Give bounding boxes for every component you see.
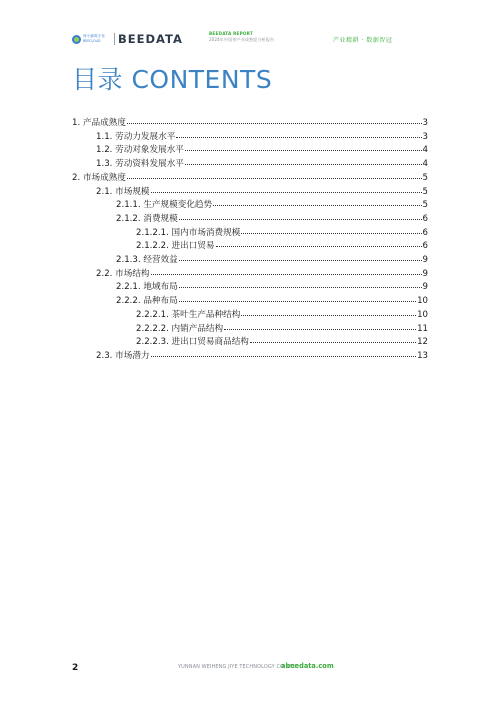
toc-entry-label — [96, 268, 150, 280]
toc-entry-text: 市场规模 — [115, 186, 150, 197]
toc-entry-page: 9 — [422, 268, 428, 279]
toc-entry[interactable] — [96, 130, 428, 142]
toc-entry-text: 劳动对象发展水平 — [115, 145, 184, 156]
toc-leader-dots — [185, 156, 422, 165]
toc-entry-number: 1. — [72, 118, 81, 128]
toc-entry[interactable] — [116, 198, 428, 210]
report-tag-cn: 2024年中国茶产业成熟度分析报告 — [209, 36, 275, 42]
toc-entry-page: 5 — [422, 186, 428, 197]
toc-entry[interactable] — [96, 349, 428, 361]
toc-leader-dots — [250, 334, 416, 343]
toc-entry[interactable] — [96, 143, 428, 155]
toc-entry[interactable] — [136, 226, 428, 238]
toc-leader-dots — [179, 293, 416, 302]
toc-entry-page: 13 — [417, 350, 428, 361]
toc-entry-page: 10 — [417, 296, 428, 307]
toc-entry[interactable] — [96, 267, 428, 279]
toc-entry-text: 市场潜力 — [115, 350, 150, 361]
toc-entry-number: 1.2. — [96, 145, 113, 156]
toc-leader-dots — [224, 321, 416, 330]
toc-entry[interactable] — [96, 185, 428, 197]
toc-entry[interactable] — [72, 171, 428, 183]
toc-leader-dots — [127, 170, 422, 179]
toc-entry-page: 10 — [417, 309, 428, 320]
toc-leader-dots — [176, 129, 421, 138]
toc-entry-text: 劳动资料发展水平 — [115, 159, 184, 170]
toc-entry-number: 2.2. — [96, 268, 113, 279]
toc-leader-dots — [179, 252, 422, 261]
toc-entry-label — [96, 144, 184, 156]
toc-entry-number: 2.1.2.1. — [136, 227, 169, 238]
toc-entry-label — [96, 186, 150, 198]
footer-company: YUNNAN WEIHENG JIYE TECHNOLOGY CO.,LTD. — [178, 664, 299, 670]
toc-entry-number: 2.1.2.2. — [136, 241, 169, 252]
toc-entry-text: 国内市场消费规模 — [171, 227, 241, 238]
toc-entry-page: 5 — [422, 172, 428, 183]
toc-entry-page: 6 — [422, 213, 428, 224]
toc-leader-dots — [127, 115, 422, 124]
footer-site-link[interactable]: abeedata.com — [281, 662, 334, 670]
toc-leader-dots — [179, 279, 422, 288]
toc-entry-label — [116, 281, 178, 293]
toc-entry-text: 经营效益 — [143, 255, 178, 265]
toc-entry-page: 3 — [422, 131, 428, 142]
toc-entry-number: 2.2.2.3. — [136, 337, 169, 348]
toc-entry-label — [136, 336, 249, 348]
toc-entry-page: 6 — [422, 227, 428, 238]
toc-entry-label — [136, 309, 240, 321]
toc-entry-text: 市场成熟度 — [82, 172, 126, 183]
toc-entry-text: 消费规模 — [143, 213, 178, 224]
toc-entry-label — [96, 350, 150, 362]
toc-entry-number: 2.1. — [96, 186, 113, 197]
toc-entry[interactable] — [116, 280, 428, 292]
toc-entry-text: 进出口贸易 — [171, 241, 215, 252]
page-title: 目录 CONTENTS — [72, 65, 273, 94]
toc-entry-number: 2.2.2.2. — [136, 323, 169, 334]
toc-entry-text: 内销产品结构 — [171, 323, 224, 334]
toc-entry-number: 2.1.2. — [116, 213, 141, 224]
toc-leader-dots — [213, 197, 421, 206]
toc-entry-page: 9 — [422, 255, 428, 265]
page-number: 2 — [72, 663, 79, 673]
toc-entry-text: 劳动力发展水平 — [115, 131, 176, 142]
toc-entry-text: 地域布局 — [143, 282, 178, 293]
toc-entry-page: 4 — [422, 159, 428, 170]
toc-entry-text: 生产规模变化趋势 — [143, 200, 213, 211]
toc-entry-page: 6 — [422, 241, 428, 252]
toc-entry-label — [116, 199, 212, 211]
brand-name: BEEDATA — [118, 32, 183, 46]
toc-entry-label — [72, 172, 126, 184]
toc-entry-label — [136, 240, 215, 252]
toc-entry[interactable] — [116, 212, 428, 224]
toc-entry[interactable] — [116, 253, 428, 265]
toc-entry[interactable] — [136, 239, 428, 251]
toc-entry-label — [96, 158, 184, 170]
toc-entry-label — [116, 295, 178, 307]
toc-entry-number: 2.2.2.1. — [136, 309, 169, 320]
toc-leader-dots — [185, 142, 422, 151]
toc-entry-label — [116, 213, 178, 225]
toc-leader-dots — [179, 211, 422, 220]
toc-entry-text: 品种布局 — [143, 296, 178, 307]
toc-entry-label — [136, 227, 240, 239]
report-tag-en: BEEDATA REPORT — [209, 31, 253, 36]
toc-entry-page: 3 — [422, 118, 428, 128]
toc-entry-number: 1.1. — [96, 131, 113, 142]
toc-entry-number: 2.2.1. — [116, 282, 141, 293]
toc-entry-number: 2.1.3. — [116, 255, 141, 265]
toc-leader-dots — [151, 266, 422, 275]
toc-leader-dots — [151, 348, 417, 357]
toc-entry-label — [72, 117, 126, 129]
toc-entry-text: 市场结构 — [115, 268, 150, 279]
logo-en-text: BEECLOUD — [83, 38, 101, 43]
toc-entry[interactable] — [136, 308, 428, 320]
toc-entry-page: 5 — [422, 200, 428, 211]
toc-entry[interactable] — [72, 116, 428, 128]
toc-entry[interactable] — [136, 322, 428, 334]
toc-entry-text: 产品成熟度 — [82, 118, 126, 128]
toc-entry[interactable] — [96, 157, 428, 169]
toc-leader-dots — [241, 225, 421, 234]
toc-entry-page: 4 — [422, 145, 428, 156]
toc-entry-label — [96, 131, 175, 143]
toc-entry-label — [136, 323, 223, 335]
toc-entry-number: 2.3. — [96, 350, 113, 361]
toc-entry-number: 2.1.1. — [116, 200, 141, 211]
toc-entry-text: 茶叶生产品种结构 — [171, 309, 241, 320]
toc-entry-page: 12 — [417, 337, 428, 348]
logo-cn-text: 荷小蜂数字化 — [83, 34, 106, 39]
toc-entry-page: 11 — [417, 323, 428, 334]
toc-entry[interactable] — [116, 294, 428, 306]
toc-entry-number: 2.2.2. — [116, 296, 141, 307]
toc-leader-dots — [216, 238, 422, 247]
toc-entry-text: 进出口贸易商品结构 — [171, 337, 249, 348]
toc-entry[interactable] — [136, 335, 428, 347]
toc-entry-number: 2. — [72, 172, 81, 183]
toc-entry-number: 1.3. — [96, 159, 113, 170]
toc-entry-label — [116, 254, 178, 266]
toc-leader-dots — [151, 184, 422, 193]
toc-leader-dots — [241, 307, 416, 316]
toc-entry-page: 9 — [422, 282, 428, 293]
header-tagline: 产业精耕 · 数据智冠 — [333, 37, 393, 44]
